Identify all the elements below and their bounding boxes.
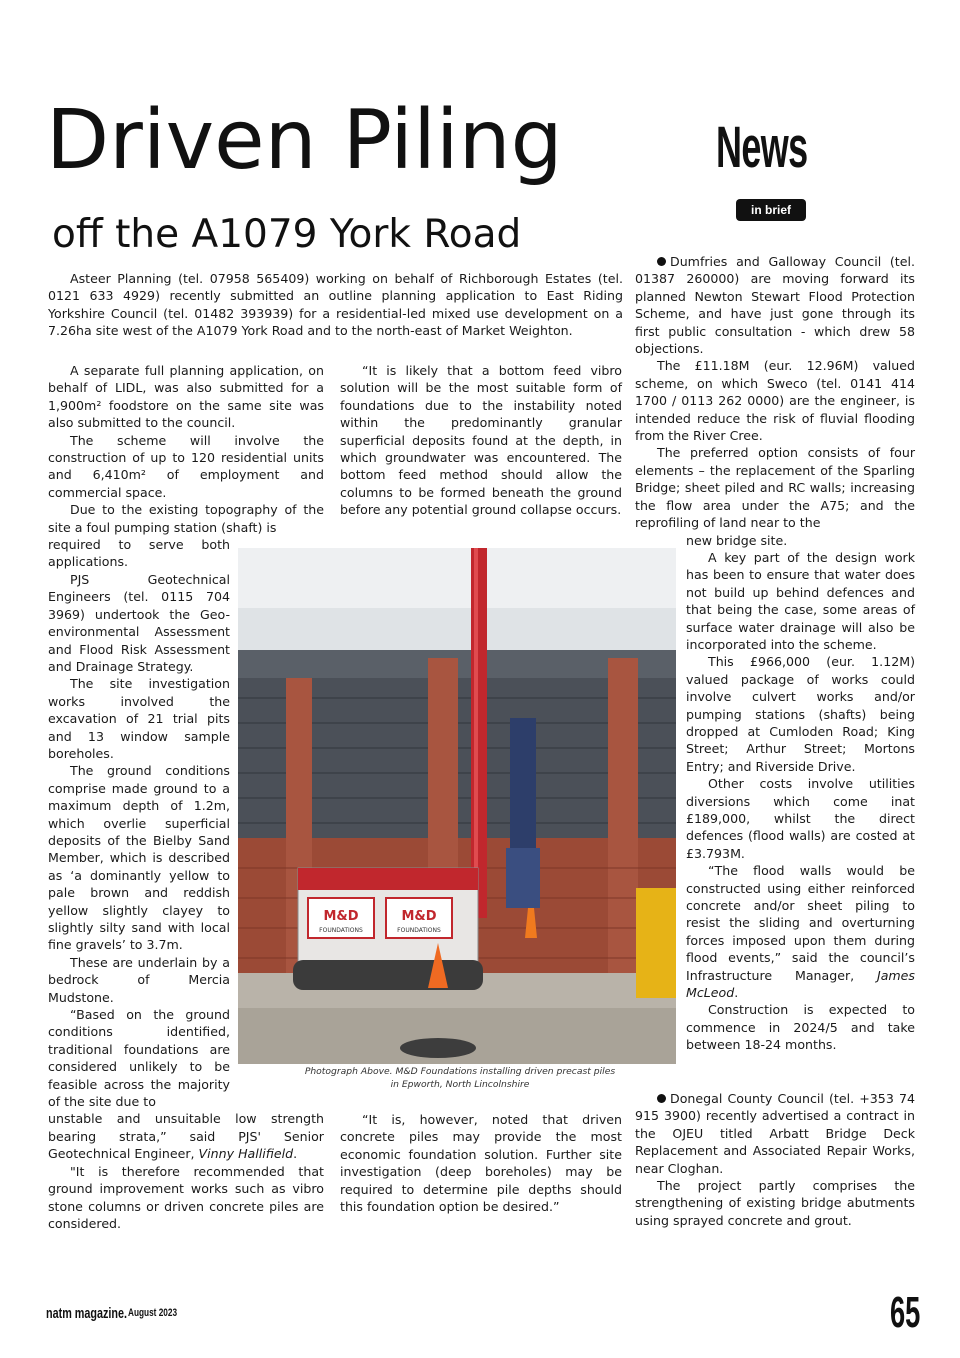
- paragraph: These are underlain by a bedrock of Mercia Mudstone.: [48, 954, 230, 1005]
- rig-label: M&D: [401, 909, 437, 924]
- paragraph: The scheme will involve the construction of up to 120 residential units and 6,410m² of employment and commercial space.: [48, 432, 324, 500]
- paragraph: A key part of the design work has been to ensure that water does not build up behind defences and that being the case, some areas of surface water drainage will also be incorporated into the scheme.: [686, 549, 915, 652]
- article-title: Driven Piling: [46, 93, 563, 188]
- paragraph: new bridge site.: [686, 532, 788, 548]
- bullet-icon: [657, 257, 666, 266]
- wrap-around-photo: [48, 536, 230, 1110]
- paragraph: [635, 253, 915, 357]
- piling-rig-photo: [238, 548, 676, 1064]
- rig-label: FOUNDATIONS: [397, 927, 441, 934]
- article-column-2-continued: [340, 1111, 622, 1215]
- paragraph: “It is, however, noted that driven concrete piles may provide the most economic foundation solution. Further site investigation (deep boreholes) may be required to determine pile depths should this foundation option be desired.”: [340, 1112, 622, 1215]
- paragraph: This £966,000 (eur. 1.12M) valued package of works could involve culvert works and/or pumping stations (shafts) being dropped at Cumloden Road; King Street; Arthur Street; Mortons Entry; and Riverside Drive.: [686, 654, 915, 774]
- paragraph: required to serve both applications.: [48, 537, 230, 570]
- quote-text: unstable and unsuitable low strength bearing strata,” said PJS' Senior Geotechnical Engineer,: [48, 1111, 324, 1162]
- caption-line: Photograph Above. M&D Foundations installing driven precast piles: [304, 1066, 616, 1077]
- paragraph: “The flood walls would be constructed using either reinforced concrete and/or sheet piling to resist the sliding and overturning forces imposed upon them during flood events,” said the council’s Infrastructure Manager, James McLeod.: [686, 863, 915, 1001]
- paragraph: unstable and unsuitable low strength bearing strata,” said PJS' Senior Geotechnical Engineer, Vinny Hallifield.: [48, 1111, 324, 1162]
- article-intro: [48, 270, 623, 340]
- news-brief-item-2: [635, 1090, 915, 1229]
- paragraph: "It is therefore recommended that ground improvement works such as vibro stone columns or driven concrete piles are considered.: [48, 1163, 324, 1231]
- in-brief-badge: in brief: [736, 199, 806, 221]
- paragraph: “It is likely that a bottom feed vibro solution will be the most suitable form of foundations due to the instability noted within the predominantly granular superficial deposits found at the depth, in which groundwater was encountered. The bottom feed method should allow the columns to be formed beneath the ground before any potential ground collapse occurs.: [340, 363, 622, 518]
- paragraph: [635, 1090, 915, 1177]
- quote-text: “The flood walls would be constructed using either reinforced concrete and/or sheet piling to resist the sliding and overturning forces imposed upon them during flood events,” said the council’s Infrastructure Manager,: [686, 863, 915, 983]
- photo-caption: [290, 1066, 630, 1091]
- page-number: 65: [890, 1288, 921, 1337]
- news-brief-item-1: [635, 253, 915, 1054]
- brief-lead: Dumfries and Galloway Council (tel. 01387 260000) are moving forward its planned Newton Stewart Flood Protection Scheme, and have just gone through its first public consultation - which drew 58 objections.: [635, 254, 915, 357]
- paragraph: PJS Geotechnical Engineers (tel. 0115 704 3969) undertook the Geo-environmental Assessment and Flood Risk Assessment and Drainage Strategy.: [48, 571, 230, 674]
- quote-attribution: Vinny Hallifield: [198, 1146, 294, 1162]
- intro-paragraph: Asteer Planning (tel. 07958 565409) working on behalf of Richborough Estates (tel. 0121 633 4929) recently submitted an outline planning application to East Riding Yorkshire Council (tel. 01482 393939) for a residential-led mixed use development on a 7.26ha site west of the A1079 York Road and to the north-east of Market Weighton.: [48, 271, 623, 339]
- paragraph: “Based on the ground conditions identified, traditional foundations are considered unlikely to be feasible across the majority of the site due to: [48, 1007, 230, 1110]
- brief-lead: Donegal County Council (tel. +353 74 915 3900) recently advertised a contract in the OJEU titled Arbatt Bridge Deck Replacement and Associated Repair Works, near Cloghan.: [635, 1091, 915, 1176]
- paragraph: Other costs involve utilities diversions which come inat £189,000, whilst the direct defences (flood walls) are costed at £3.793M.: [686, 776, 915, 861]
- caption-line: in Epworth, North Lincolnshire: [390, 1078, 530, 1090]
- article-column-2: [340, 362, 622, 519]
- section-heading: News: [716, 115, 808, 180]
- bullet-icon: [657, 1094, 666, 1103]
- paragraph: The ground conditions comprise made ground to a maximum depth of 1.2m, which overlie superficial deposits of the Bielby Sand Member, which is described as ‘a dominantly yellow to pale brown and reddish yellow slightly clayey to slightly silty sand with local fine gravels’ to 3.7m.: [48, 763, 230, 953]
- rig-label: M&D: [323, 909, 359, 924]
- paragraph: The project partly comprises the strengthening of existing bridge abutments using sprayed concrete and grout.: [635, 1178, 915, 1228]
- paragraph: A separate full planning application, on behalf of LIDL, was also submitted for a 1,900m² foodstore on the same site was also submitted to the council.: [48, 363, 324, 431]
- paragraph: The site investigation works involved the excavation of 21 trial pits and 13 window sample boreholes.: [48, 676, 230, 761]
- paragraph: The preferred option consists of four elements – the replacement of the Sparling Bridge; sheet piled and RC walls; increasing the flow area under the A75; and the reprofiling of land near to the: [635, 445, 915, 531]
- paragraph: Due to the existing topography of the site a foul pumping station (shaft) is: [48, 502, 324, 535]
- issue-date: August 2023: [128, 1307, 178, 1319]
- wrap-around-photo: [686, 532, 915, 1054]
- magazine-brand: natm magazine.: [46, 1305, 128, 1322]
- rig-label: FOUNDATIONS: [319, 927, 363, 934]
- paragraph: The £11.18M (eur. 12.96M) valued scheme, on which Sweco (tel. 0141 414 1700 / 0113 262 0000) are the engineer, is intended reduce the risk of fluvial flooding from the River Cree.: [635, 358, 915, 444]
- paragraph: Construction is expected to commence in 2024/5 and take between 18-24 months.: [686, 1002, 915, 1053]
- quote-attribution: James McLeod: [686, 967, 915, 1001]
- article-subtitle: off the A1079 York Road: [52, 212, 522, 257]
